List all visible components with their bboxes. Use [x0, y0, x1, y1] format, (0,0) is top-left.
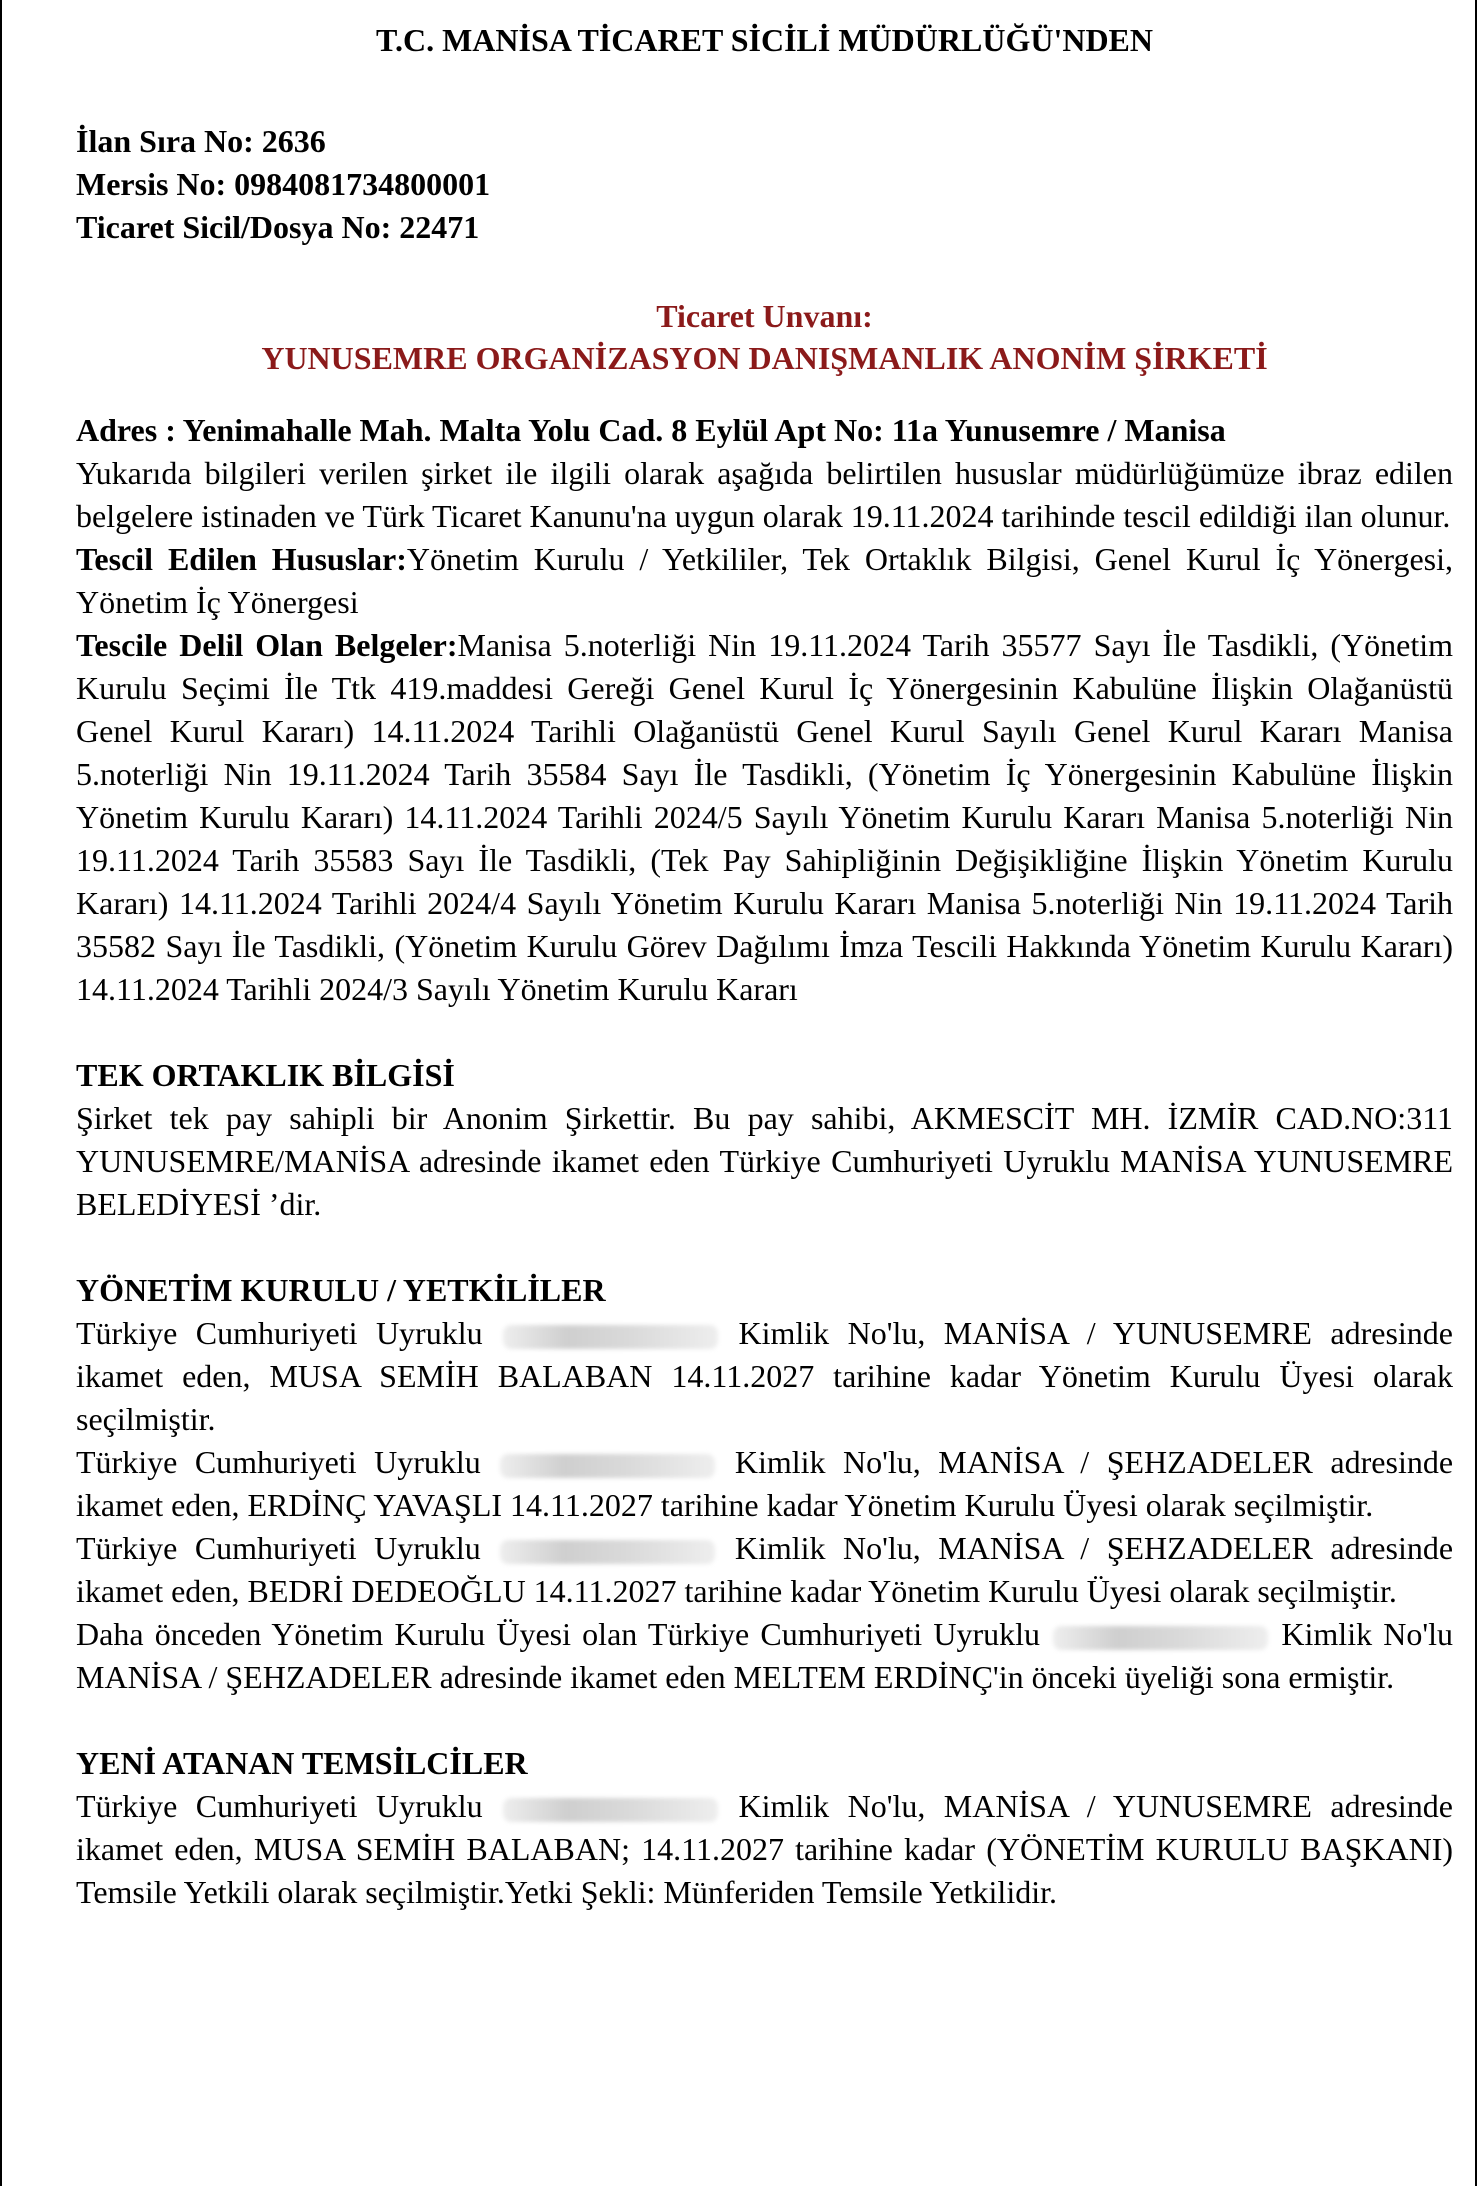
entry-text: Kimlik No'lu, MANİSA / YUNUSEMRE adresinde ikamet eden, MUSA SEMİH BALABAN 14.11.2027 tarihine kadar Yönetim Kurulu Üyesi olarak seçilmiştir. [76, 1315, 1453, 1437]
entry-prefix: Türkiye Cumhuriyeti Uyruklu [76, 1315, 483, 1351]
evidence-documents [76, 624, 1453, 1011]
registered-matters [76, 538, 1453, 624]
intro-paragraph: Yukarıda bilgileri verilen şirket ile ilgili olarak aşağıda belirtilen hususlar müdürlüğümüze ibraz edilen belgelere istinaden ve Türk Ticaret Kanunu'na uygun olarak 19.11.2024 tarihinde tescil edildiği ilan olunur. [76, 455, 1453, 534]
redacted-id-number [500, 1454, 715, 1478]
entry-text: Kimlik No'lu, MANİSA / ŞEHZADELER adresinde ikamet eden, ERDİNÇ YAVAŞLI 14.11.2027 tarihine kadar Yönetim Kurulu Üyesi olarak seçilmiştir. [76, 1444, 1454, 1523]
entry-prefix: Türkiye Cumhuriyeti Uyruklu [76, 1788, 483, 1824]
entry-prefix: Türkiye Cumhuriyeti Uyruklu [76, 1444, 481, 1480]
board-member-entry [76, 1441, 1453, 1527]
registered-matters-label: Tescil Edilen Hususlar: [76, 541, 407, 577]
redacted-id-number [503, 1798, 718, 1822]
redacted-id-number [1053, 1626, 1268, 1650]
evidence-documents-label: Tescile Delil Olan Belgeler: [76, 627, 458, 663]
board-member-entry [76, 1527, 1453, 1613]
sole-partnership-title: TEK ORTAKLIK BİLGİSİ [76, 1057, 455, 1093]
notice-heading: T.C. MANİSA TİCARET SİCİLİ MÜDÜRLÜĞÜ'NDEN [375, 22, 1153, 58]
sole-partnership-text: Şirket tek pay sahipli bir Anonim Şirkettir. Bu pay sahibi, AKMESCİT MH. İZMİR CAD.NO:311 YUNUSEMRE/MANİSA adresinde ikamet eden Türkiye Cumhuriyeti Uyruklu MANİSA YUNUSEMRE BELEDİYESİ ’dir. [76, 1100, 1453, 1222]
board-title: YÖNETİM KURULU / YETKİLİLER [76, 1272, 606, 1308]
trade-name-block [76, 295, 1453, 379]
trade-name-label: Ticaret Unvanı: [656, 298, 873, 334]
notice-meta [76, 120, 1453, 249]
board-member-entry [76, 1312, 1453, 1441]
entry-prefix: Türkiye Cumhuriyeti Uyruklu [76, 1530, 481, 1566]
entry-text: Kimlik No'lu MANİSA / ŞEHZADELER adresinde ikamet eden MELTEM ERDİNÇ'in önceki üyeliği sona ermiştir. [76, 1616, 1454, 1695]
entry-text: Kimlik No'lu, MANİSA / ŞEHZADELER adresinde ikamet eden, BEDRİ DEDEOĞLU 14.11.2027 tarihine kadar Yönetim Kurulu Üyesi olarak seçilmiştir. [76, 1530, 1454, 1609]
trade-name-value: YUNUSEMRE ORGANİZASYON DANIŞMANLIK ANONİM ŞİRKETİ [261, 340, 1268, 376]
representatives-title: YENİ ATANAN TEMSİLCİLER [76, 1745, 528, 1781]
ticaret-sicil-no: Ticaret Sicil/Dosya No: 22471 [76, 209, 480, 245]
entry-text: Kimlik No'lu, MANİSA / YUNUSEMRE adresinde ikamet eden, MUSA SEMİH BALABAN; 14.11.2027 tarihine kadar (YÖNETİM KURULU BAŞKANI) Temsile Yetkili olarak seçilmiştir.Yetki Şekli: Münferiden Temsile Yetkilidir. [76, 1788, 1453, 1910]
evidence-documents-value: Manisa 5.noterliği Nin 19.11.2024 Tarih 35577 Sayı İle Tasdikli, (Yönetim Kurulu Seçimi İle Ttk 419.maddesi Gereği Genel Kurul İç Yönergesinin Kabulüne İlişkin Olağanüstü Genel Kurul Kararı) 14.11.2024 Tarihli Olağanüstü Genel Kurul Sayılı Genel Kurul Kararı Manisa 5.noterliği Nin 19.11.2024 Tarih 35584 Sayı İle Tasdikli, (Yönetim İç Yönergesinin Kabulüne İlişkin Yönetim Kurulu Kararı) 14.11.2024 Tarihli 2024/5 Sayılı Yönetim Kurulu Kararı Manisa 5.noterliği Nin 19.11.2024 Tarih 35583 Sayı İle Tasdikli, (Tek Pay Sahipliğinin Değişikliğine İlişkin Yönetim Kurulu Kararı) 14.11.2024 Tarihli 2024/4 Sayılı Yönetim Kurulu Kararı Manisa 5.noterliği Nin 19.11.2024 Tarih 35582 Sayı İle Tasdikli, (Yönetim Kurulu Görev Dağılımı İmza Tescili Hakkında Yönetim Kurulu Kararı) 14.11.2024 Tarihli 2024/3 Sayılı Yönetim Kurulu Kararı [76, 627, 1454, 1007]
company-address: Adres : Yenimahalle Mah. Malta Yolu Cad. 8 Eylül Apt No: 11a Yunusemre / Manisa [76, 412, 1226, 448]
mersis-no: Mersis No: 0984081734800001 [76, 166, 491, 202]
ilan-sira-no: İlan Sıra No: 2636 [76, 123, 326, 159]
redacted-id-number [503, 1325, 718, 1349]
redacted-id-number [500, 1540, 715, 1564]
representative-entry [76, 1785, 1453, 1914]
registered-matters-value: Yönetim Kurulu / Yetkililer, Tek Ortaklık Bilgisi, Genel Kurul İç Yönergesi, Yönetim İç Yönergesi [76, 541, 1454, 620]
board-member-entry [76, 1613, 1453, 1699]
entry-prefix: Daha önceden Yönetim Kurulu Üyesi olan Türkiye Cumhuriyeti Uyruklu [76, 1616, 1040, 1652]
